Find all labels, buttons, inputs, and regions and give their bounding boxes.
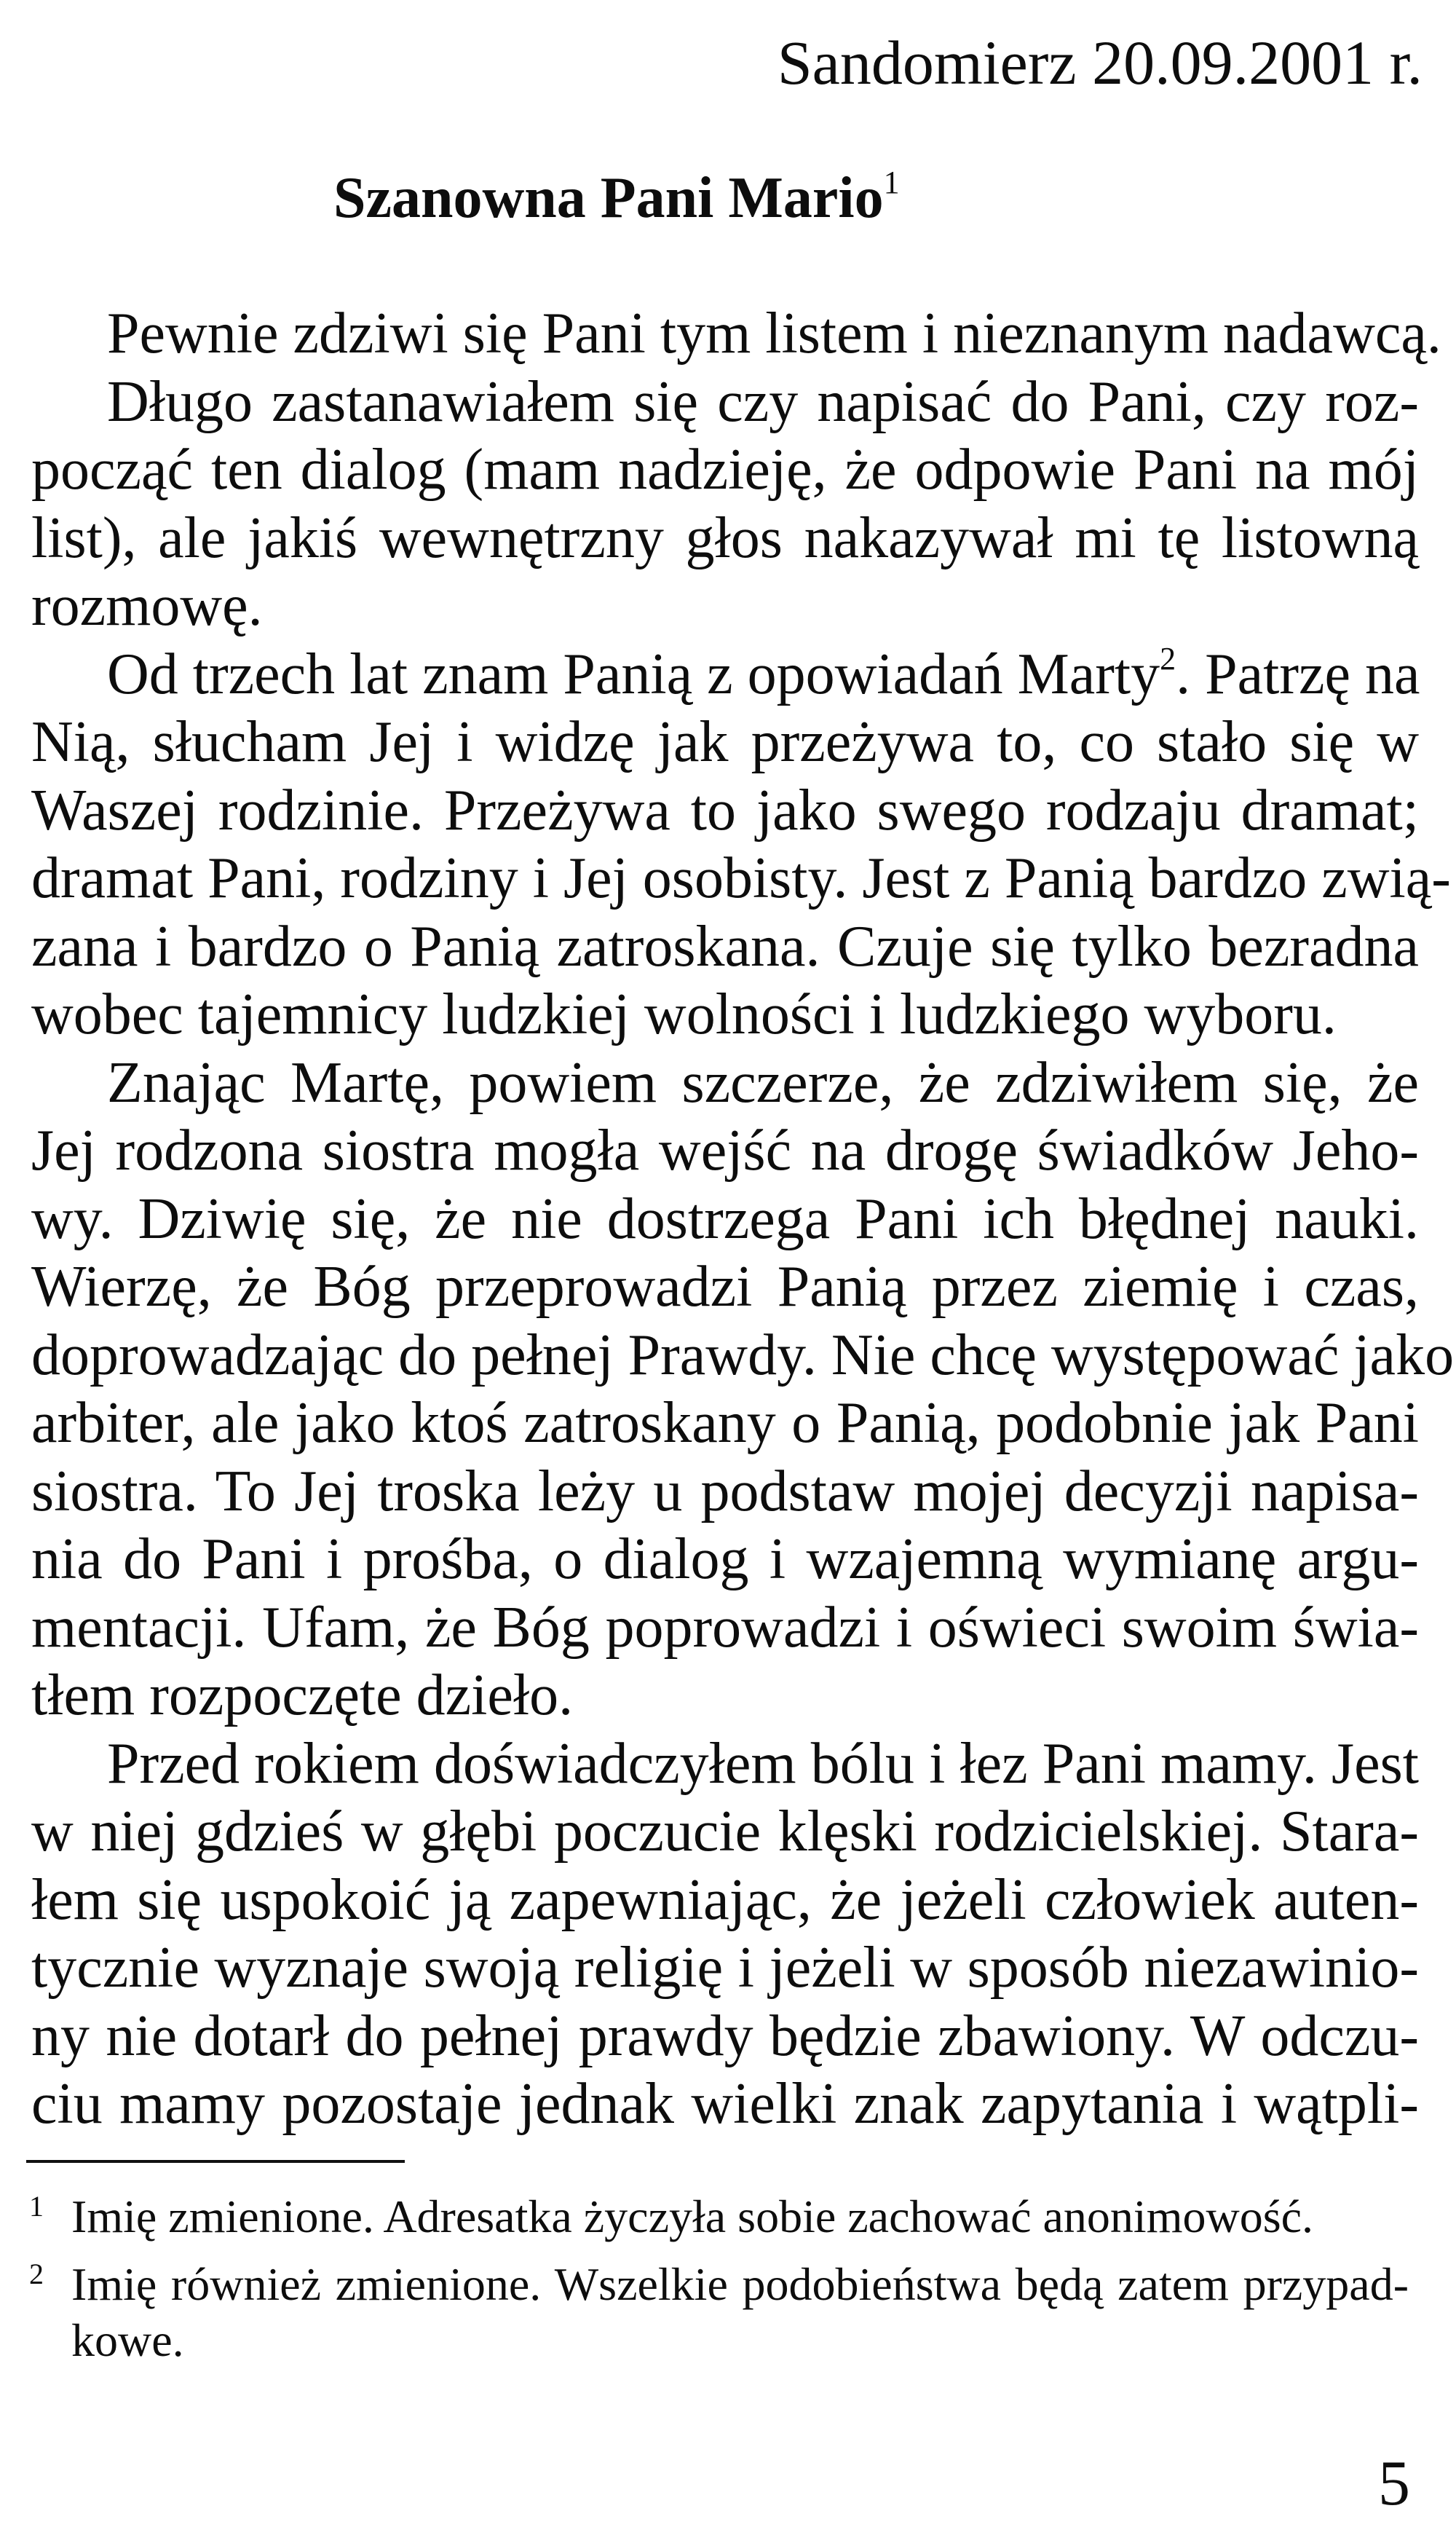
body-line: w niej gdzieś w głębi poczucie klęski rodzicielskiej. Stara-	[31, 1799, 1419, 1864]
footnote-2	[29, 2256, 1409, 2368]
body-line: ciu mamy pozostaje jednak wielki znak zapytania i wątpli-	[31, 2072, 1419, 2136]
body-line: wobec tajemnicy ludzkiej wolności i ludzkiego wyboru.	[31, 982, 1337, 1046]
footnotes	[29, 2188, 1409, 2380]
body-line: począć ten dialog (mam nadzieję, że odpowie Pani na mój	[31, 438, 1419, 502]
body-line: Znając Martę, powiem szczerze, że zdziwiłem się, że	[107, 1050, 1419, 1115]
body-line-text: . Patrzę na	[1176, 642, 1420, 706]
body-line: doprowadzając do pełnej Prawdy. Nie chcę występować jako	[31, 1322, 1455, 1387]
body-line: Przed rokiem doświadczyłem bólu i łez Pani mamy. Jest	[107, 1731, 1419, 1796]
body-line: Długo zastanawiałem się czy napisać do Pani, czy roz-	[107, 369, 1419, 434]
body-line: siostra. To Jej troska leży u podstaw mojej decyzji napisa-	[31, 1459, 1419, 1523]
page-number: 5	[1378, 2448, 1410, 2519]
footnote-text: Imię zmienione. Adresatka życzyła sobie zachować anonimowość.	[71, 2191, 1313, 2242]
body-line: Jej rodzona siostra mogła wejść na drogę świadków Jeho-	[31, 1119, 1419, 1183]
body-line: wy. Dziwię się, że nie dostrzega Pani ich błędnej nauki.	[31, 1186, 1419, 1251]
body-line: ny nie dotarł do pełnej prawdy będzie zbawiony. W odczu-	[31, 2003, 1419, 2068]
footnote-text: Imię również zmienione. Wszelkie podobieństwa będą zatem przypad-	[71, 2258, 1409, 2310]
body-line: zana i bardzo o Panią zatroskana. Czuje się tylko bezradna	[31, 914, 1419, 979]
body-line	[31, 641, 1419, 709]
body-line: Waszej rodzinie. Przeżywa to jako swego rodzaju dramat;	[31, 778, 1419, 843]
body-line: tłem rozpoczęte dzieło.	[31, 1663, 574, 1727]
body-line-text: Od trzech lat znam Panią z opowiadań Marty	[107, 642, 1160, 706]
body-line: list), ale jakiś wewnętrzny głos nakazywał mi tę listowną	[31, 505, 1419, 570]
footnote-ref-1: 1	[883, 165, 900, 200]
body-line: dramat Pani, rodziny i Jej osobisty. Jest z Panią bardzo zwią-	[31, 846, 1451, 910]
body-line: Pewnie zdziwi się Pani tym listem i nieznanym nadawcą.	[107, 301, 1441, 366]
body-line: mentacji. Ufam, że Bóg poprowadzi i oświeci swoim świa-	[31, 1595, 1419, 1660]
body-line: tycznie wyznaje swoją religię i jeżeli w sposób niezawinio-	[31, 1936, 1419, 2000]
footnote-mark: 2	[29, 2258, 44, 2290]
footnote-1	[29, 2188, 1409, 2244]
footnote-mark: 1	[29, 2190, 44, 2223]
body-line: rozmowę.	[31, 574, 263, 638]
footnote-ref-2: 2	[1160, 640, 1176, 677]
letter-date-line: Sandomierz 20.09.2001 r.	[777, 28, 1423, 98]
body-line: nia do Pani i prośba, o dialog i wzajemną wymianę argu-	[31, 1527, 1419, 1591]
footnote-text: kowe.	[71, 2314, 184, 2366]
footnote-separator-rule	[26, 2160, 405, 2163]
body-line: Wierzę, że Bóg przeprowadzi Panią przez ziemię i czas,	[31, 1255, 1419, 1319]
body-line: arbiter, ale jako ktoś zatroskany o Panią, podobnie jak Pani	[31, 1391, 1419, 1455]
salutation-text: Szanowna Pani Mario	[333, 166, 884, 230]
salutation-heading	[333, 165, 900, 233]
letter-body	[31, 300, 1455, 2139]
body-line: łem się uspokoić ją zapewniając, że jeżeli człowiek auten-	[31, 1867, 1419, 1932]
body-line: Nią, słucham Jej i widzę jak przeżywa to, co stało się w	[31, 710, 1419, 774]
